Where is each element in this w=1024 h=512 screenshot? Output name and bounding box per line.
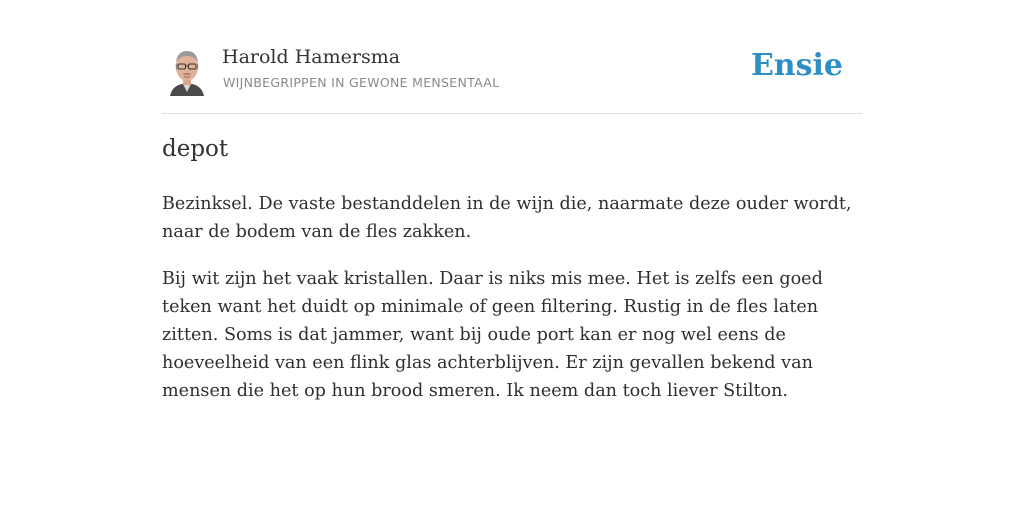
author-avatar[interactable] [166,46,208,96]
entry-paragraph: Bij wit zijn het vaak kristallen. Daar is niks mis mee. Het is zelfs een goed teken want het duidt op minimale of geen filtering. Rustig in de fles laten zitten. Soms is dat jammer, want bij oude port kan er nog wel eens de hoeveelheid van een flink glas achterblijven. Er zijn gevallen bekend van mensen die het op hun brood smeren. Ik neem dan toch liever Stilton. [162,269,823,401]
author-subtitle: WIJNBEGRIPPEN IN GEWONE MENSENTAAL [223,75,500,90]
header [162,40,862,114]
brand-logo[interactable]: Ensie [750,48,843,83]
author-name[interactable]: Harold Hamersma [222,46,401,68]
entry-paragraph: Bezinksel. De vaste bestanddelen in de wijn die, naarmate deze ouder wordt, naar de bodem van de fles zakken. [162,194,852,242]
entry-body [162,190,866,424]
entry-term: depot [162,136,229,162]
